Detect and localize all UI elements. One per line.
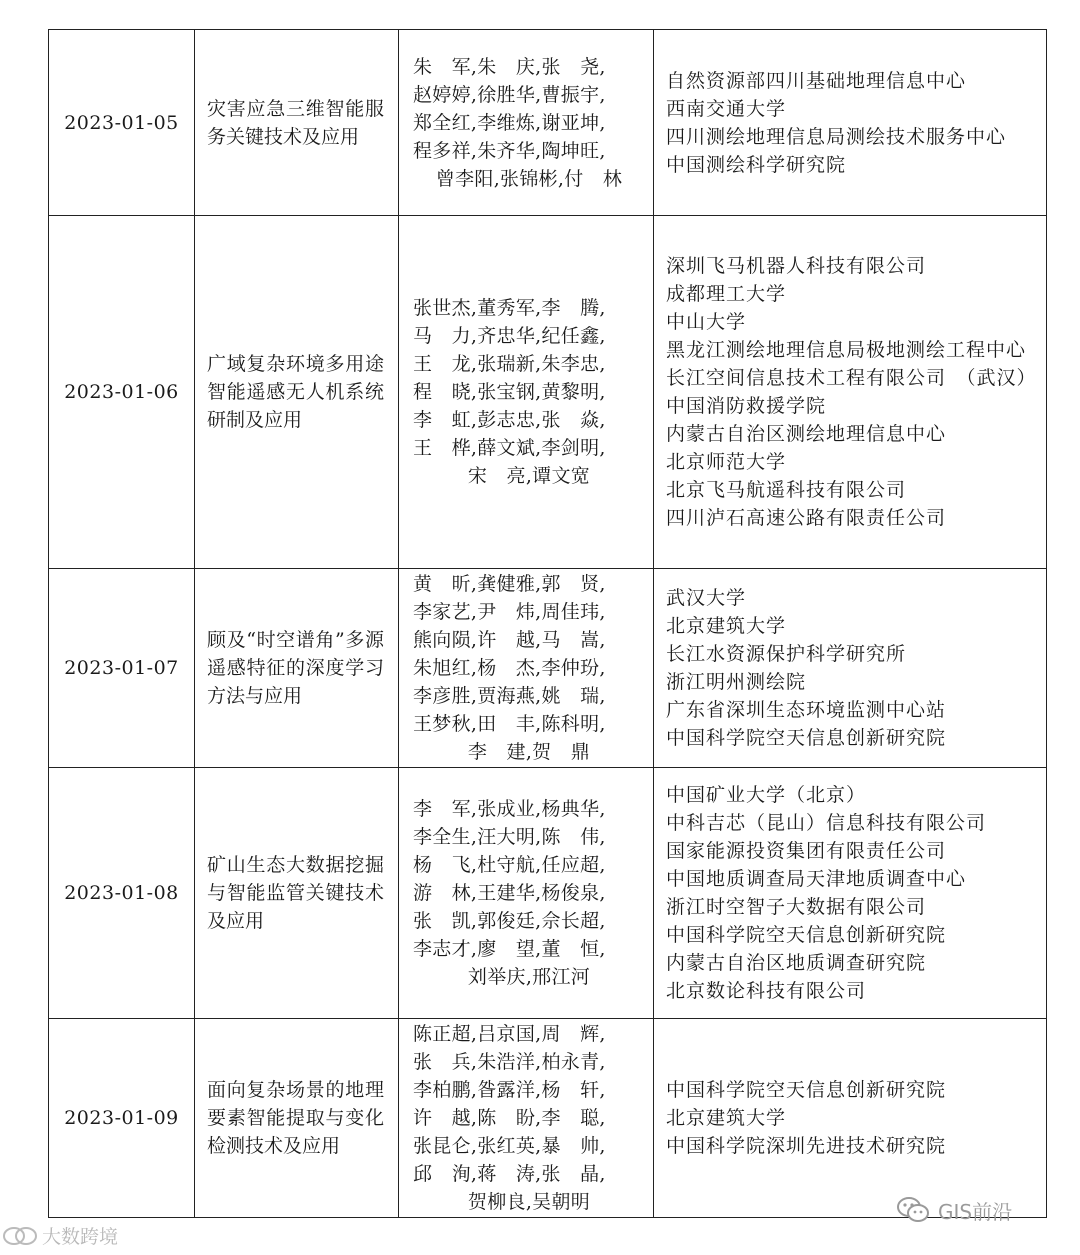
organization-line: 成都理工大学 — [666, 283, 787, 305]
member-line: 陈正超,吕京国,周 辉, — [413, 1023, 606, 1045]
member-line: 程 晓,张宝钢,黄黎明, — [413, 381, 606, 403]
project-organizations — [654, 30, 1047, 216]
project-title: 灾害应急三维智能服务关键技术及应用 — [195, 30, 399, 216]
organization-line: 西南交通大学 — [666, 97, 787, 120]
member-line: 游 林,王建华,杨俊泉, — [413, 882, 606, 904]
awards-table-body — [49, 30, 1047, 1218]
member-line: 贺柳良,吴朝明 — [467, 1191, 591, 1213]
member-line: 熊向陨,许 越,马 嵩, — [413, 629, 606, 651]
watermark-left-text: 大数跨境 — [42, 1226, 119, 1248]
organization-line: 黑龙江测绘地理信息局极地测绘工程中心 — [666, 339, 1027, 361]
member-line: 宋 亮,谭文宽 — [467, 465, 591, 487]
organization-line: 北京建筑大学 — [666, 1107, 787, 1129]
organization-line: 内蒙古自治区测绘地理信息中心 — [666, 423, 947, 445]
member-line: 张 凯,郭俊廷,佘长超, — [413, 910, 606, 932]
member-line: 邱 洵,蒋 涛,张 晶, — [413, 1163, 606, 1185]
project-code: 2023-01-07 — [49, 569, 195, 768]
member-line: 王 桦,薛文斌,李剑明, — [413, 437, 606, 459]
member-line: 王梦秋,田 丰,陈科明, — [413, 713, 606, 735]
table-row — [49, 768, 1047, 1019]
organization-line: 四川测绘地理信息局测绘技术服务中心 — [666, 125, 1007, 148]
project-title: 面向复杂场景的地理要素智能提取与变化检测技术及应用 — [195, 1019, 399, 1218]
watermark-left — [2, 1222, 118, 1249]
member-line: 程多祥,朱齐华,陶坤旺, — [413, 139, 606, 162]
watermark-right-text: GIS前沿 — [938, 1199, 1013, 1224]
project-title: 顾及“时空谱角”多源遥感特征的深度学习方法与应用 — [195, 569, 399, 768]
project-code: 2023-01-08 — [49, 768, 195, 1019]
member-line: 郑全红,李维炼,谢亚坤, — [413, 111, 606, 134]
table-row — [49, 216, 1047, 569]
organization-line: 中国科学院深圳先进技术研究院 — [666, 1135, 947, 1157]
member-line: 李家艺,尹 炜,周佳玮, — [413, 601, 606, 623]
member-line: 李 军,张成业,杨典华, — [413, 798, 606, 820]
watermark-right — [896, 1195, 1012, 1225]
organization-line: 中国地质调查局天津地质调查中心 — [666, 868, 967, 890]
member-line: 赵婷婷,徐胜华,曹振宇, — [413, 83, 606, 106]
member-line: 朱 军,朱 庆,张 尧, — [413, 55, 606, 78]
wechat-logo-icon — [896, 1195, 930, 1225]
organization-line: 北京建筑大学 — [666, 615, 787, 637]
project-members — [399, 30, 654, 216]
organization-line: 中国矿业大学（北京） — [666, 784, 867, 806]
organization-line: 四川泸石高速公路有限责任公司 — [666, 507, 947, 529]
member-line: 张世杰,董秀军,李 腾, — [413, 297, 606, 319]
project-members — [399, 569, 654, 768]
project-members — [399, 216, 654, 569]
organization-line: 长江空间信息技术工程有限公司 （武汉） — [666, 367, 1037, 389]
organization-line: 中山大学 — [666, 311, 747, 333]
organization-line: 中国科学院空天信息创新研究院 — [666, 1079, 947, 1101]
organization-line: 武汉大学 — [666, 587, 747, 609]
organization-line: 自然资源部四川基础地理信息中心 — [666, 69, 967, 92]
table-row — [49, 1019, 1047, 1218]
organization-line: 中国测绘科学研究院 — [666, 153, 847, 176]
organization-line: 深圳飞马机器人科技有限公司 — [666, 255, 927, 277]
table-row — [49, 569, 1047, 768]
organization-line: 浙江时空智子大数据有限公司 — [666, 896, 927, 918]
member-line: 朱旭红,杨 杰,李仲玢, — [413, 657, 606, 679]
member-line: 张昆仑,张红英,暴 帅, — [413, 1135, 606, 1157]
organization-line: 浙江明州测绘院 — [666, 671, 807, 693]
table-row — [49, 30, 1047, 216]
member-line: 黄 昕,龚健雅,郭 贤, — [413, 573, 606, 595]
member-line: 李 虹,彭志忠,张 焱, — [413, 409, 606, 431]
project-code: 2023-01-05 — [49, 30, 195, 216]
project-code: 2023-01-09 — [49, 1019, 195, 1218]
member-line: 马 力,齐忠华,纪任鑫, — [413, 325, 606, 347]
member-line: 李柏鹏,昝露洋,杨 轩, — [413, 1079, 606, 1101]
project-members — [399, 1019, 654, 1218]
member-line: 张 兵,朱浩洋,柏永青, — [413, 1051, 606, 1073]
organization-line: 中科吉芯（昆山）信息科技有限公司 — [666, 812, 987, 834]
organization-line: 北京师范大学 — [666, 451, 787, 473]
project-organizations — [654, 216, 1047, 569]
organization-line: 中国科学院空天信息创新研究院 — [666, 924, 947, 946]
organization-line: 国家能源投资集团有限责任公司 — [666, 840, 947, 862]
member-line: 李 建,贺 鼎 — [467, 741, 591, 763]
member-line: 李全生,汪大明,陈 伟, — [413, 826, 606, 848]
project-organizations — [654, 768, 1047, 1019]
member-line: 杨 飞,杜守航,任应超, — [413, 854, 606, 876]
member-line: 曾李阳,张锦彬,付 林 — [435, 167, 623, 190]
project-members — [399, 768, 654, 1019]
organization-line: 中国消防救援学院 — [666, 395, 827, 417]
project-organizations — [654, 569, 1047, 768]
member-line: 许 越,陈 盼,李 聪, — [413, 1107, 606, 1129]
project-organizations — [654, 1019, 1047, 1218]
member-line: 李彦胜,贾海燕,姚 瑞, — [413, 685, 606, 707]
organization-line: 广东省深圳生态环境监测中心站 — [666, 699, 947, 721]
organization-line: 长江水资源保护科学研究所 — [666, 643, 907, 665]
organization-line: 内蒙古自治区地质调查研究院 — [666, 952, 927, 974]
organization-line: 北京飞马航遥科技有限公司 — [666, 479, 907, 501]
organization-line: 中国科学院空天信息创新研究院 — [666, 727, 947, 749]
awards-table — [48, 29, 1047, 1218]
member-line: 李志才,廖 望,董 恒, — [413, 938, 606, 960]
chat-bubble-logo-icon — [2, 1224, 38, 1248]
member-line: 王 龙,张瑞新,朱李忠, — [413, 353, 606, 375]
member-line: 刘举庆,邢江河 — [467, 966, 591, 988]
organization-line: 北京数论科技有限公司 — [666, 980, 867, 1002]
project-code: 2023-01-06 — [49, 216, 195, 569]
project-title: 广域复杂环境多用途智能遥感无人机系统研制及应用 — [195, 216, 399, 569]
project-title: 矿山生态大数据挖掘与智能监管关键技术及应用 — [195, 768, 399, 1019]
